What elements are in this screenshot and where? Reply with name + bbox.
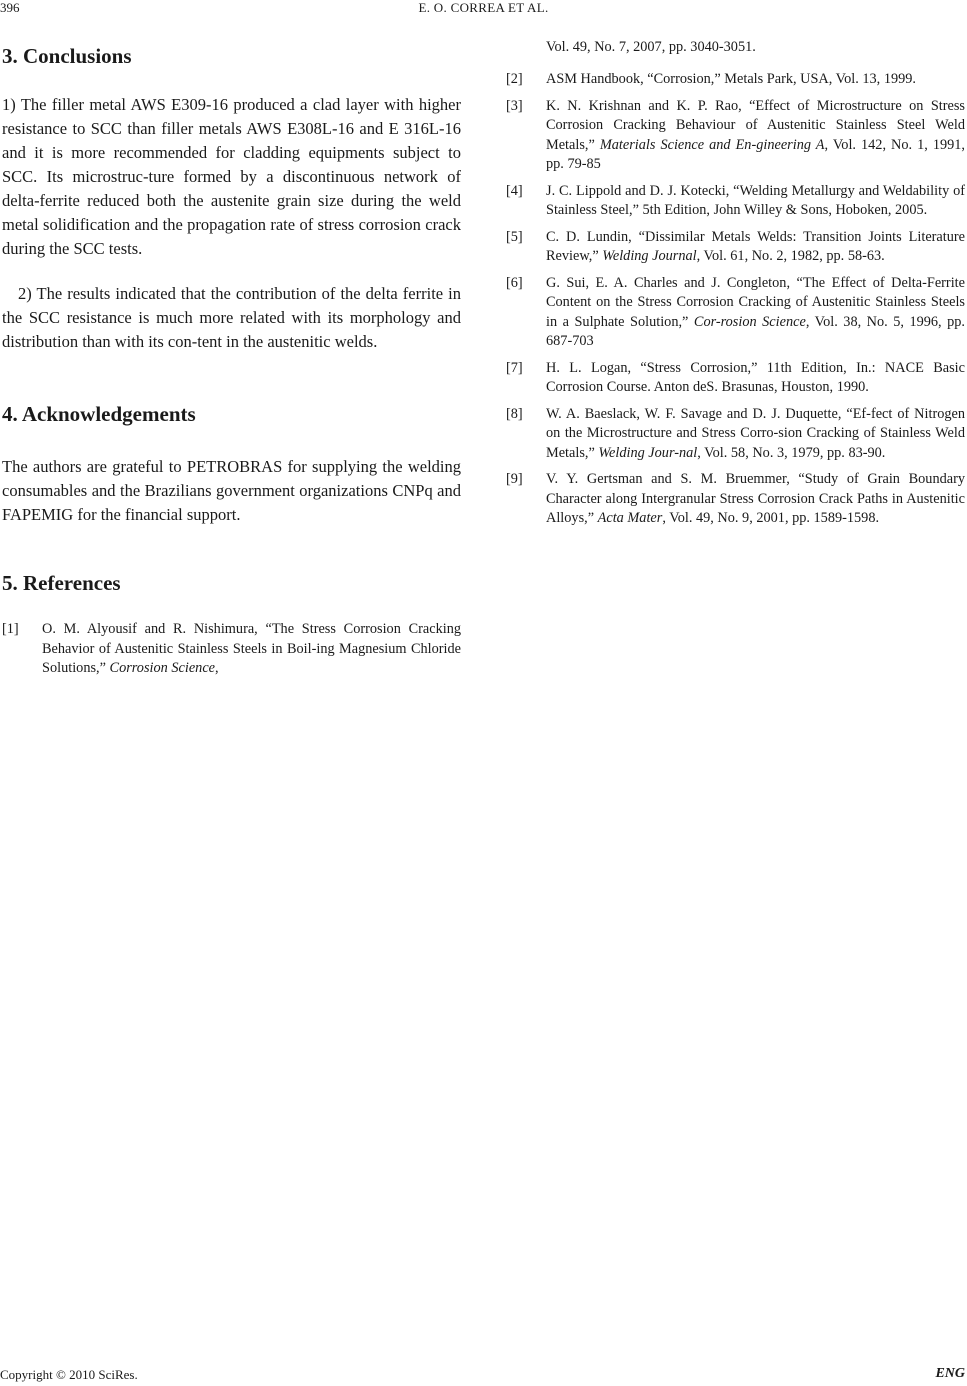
page-number: 396 — [0, 0, 20, 15]
reference-9: [9] V. Y. Gertsman and S. M. Bruemmer, “Study of Grain Boundary Character along Intergranular Stress Corrosion Crack Paths in Austenitic Alloys,” Acta Mater, Vol. 49, No. 9, 2001, pp. 1589-1598. — [506, 471, 965, 526]
journal-name: Acta Mater — [597, 510, 663, 526]
reference-3: [3] K. N. Krishnan and K. P. Rao, “Effect of Microstructure on Stress Corrosion Cracking Behaviour of Austenitic Stainless Steel Weld Metals,” Materials Science and En-gineering A, Vol. 142, No. 1, 1991, pp. 79-85 — [506, 97, 966, 172]
reference-2: [2] ASM Handbook, “Corrosion,” Metals Park, USA, Vol. 13, 1999. — [506, 71, 916, 87]
journal-name: Materials Science and En-gineering A — [599, 136, 825, 153]
reference-text: O. M. Alyousif and R. Nishimura, “The Stress Corrosion Cracking Behavior of Austenitic Stainless Steels in Boil-ing Magnesium Chloride Solutions,” Corrosion Science, — [42, 621, 461, 676]
running-title: E. O. CORREA ET AL. — [418, 0, 549, 15]
journal-abbreviation: ENG — [935, 1366, 965, 1381]
journal-name: Corrosion Science — [109, 660, 216, 676]
reference-4: [4] J. C. Lippold and D. J. Kotecki, “Welding Metallurgy and Weldability of Stainless Steel,” 5th Edition, John Willey & Sons, Hoboken, 2005. — [506, 182, 965, 218]
reference-text: Vol. 49, No. 7, 2007, pp. 3040-3051. — [546, 39, 756, 55]
journal-name: Welding Journal — [602, 248, 697, 264]
journal-name: Cor-rosion Science — [693, 313, 806, 330]
conclusions-paragraph-1: 1) The filler metal AWS E309-16 produced a clad layer with higher resistance to SCC than filler metals AWS E308L-16 and E 316L-16 and it is more recommended for cladding equipments subject to SCC. Its microstruc-ture formed by a discontinuous network of delta-ferrite reduced both the austenite grain size during the weld metal solidification and the propagation rate of stress corrosion crack during the SCC tests. — [2, 95, 461, 258]
journal-name: Welding Jour-nal — [598, 444, 698, 461]
copyright-notice: Copyright © 2010 SciRes. — [0, 1367, 138, 1382]
references-heading: 5. References — [2, 571, 121, 595]
acknowledgements-text: The authors are grateful to PETROBRAS for supplying the welding consumables and the Brazilians government organizations CNPq and FAPEMIG for the financial support. — [2, 457, 461, 524]
reference-8: [8] W. A. Baeslack, W. F. Savage and D. J. Duquette, “Ef-fect of Nitrogen on the Microstructure and Stress Corro-sion Cracking of Stainless Weld Metals,” Welding Jour-nal, Vol. 58, No. 3, 1979, pp. 83-90. — [506, 405, 965, 461]
reference-1-continued — [506, 38, 965, 58]
conclusions-heading: 3. Conclusions — [2, 44, 132, 68]
reference-6: [6] G. Sui, E. A. Charles and J. Congleton, “The Effect of Delta-Ferrite Content on the Stress Corrosion Cracking of Austenitic Stainless Steels in a Sulphate Solution,” Cor-rosion Science, Vol. 38, No. 5, 1996, pp. 687-703 — [506, 274, 966, 349]
conclusions-paragraph-2: 2) The results indicated that the contribution of the delta ferrite in the SCC resistance is much more related with its morphology and distribution than with its con-tent in the austenitic welds. — [2, 284, 461, 351]
reference-5: [5] C. D. Lundin, “Dissimilar Metals Welds: Transition Joints Literature Review,” Welding Journal, Vol. 61, No. 2, 1982, pp. 58-63. — [506, 228, 965, 264]
reference-list — [506, 70, 965, 536]
reference-7: [7] H. L. Logan, “Stress Corrosion,” 11th Edition, In.: NACE Basic Corrosion Course. Anton deS. Brasunas, Houston, 1990. — [506, 359, 965, 395]
reference-number: [1] — [2, 621, 19, 637]
reference-1 — [2, 620, 461, 679]
acknowledgements-heading: 4. Acknowledgements — [2, 402, 196, 426]
